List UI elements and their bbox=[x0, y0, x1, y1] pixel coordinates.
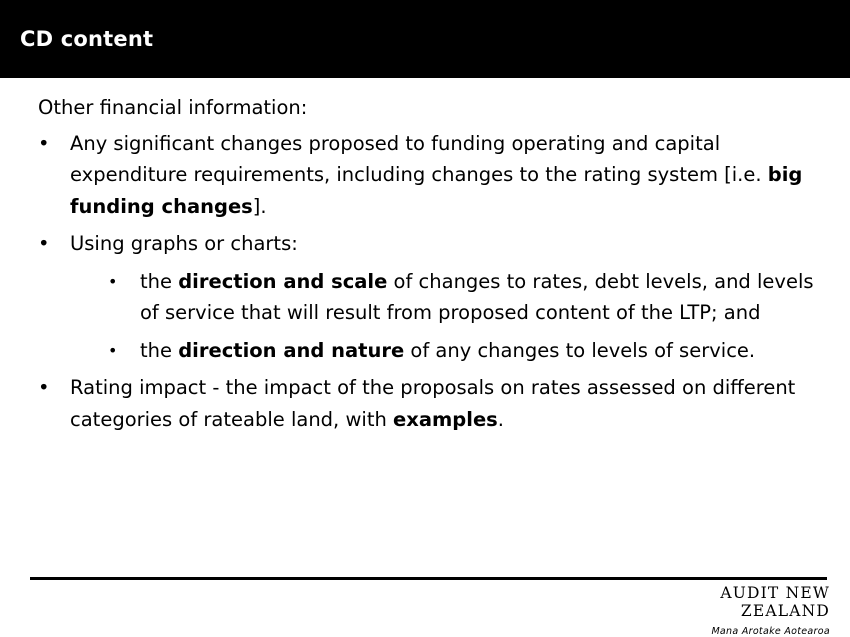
bullet-icon: • bbox=[38, 232, 50, 255]
logo-tagline: Mana Arotake Aotearoa bbox=[711, 626, 830, 637]
sub-list-item bbox=[108, 335, 828, 367]
item-text-end: of changes to rates, debt levels, and levels of service that will result from proposed content of the LTP; and bbox=[140, 269, 814, 324]
list-item bbox=[38, 128, 828, 223]
bullet-icon: • bbox=[38, 131, 50, 155]
logo-wordmark: AUDIT NEW ZEALAND bbox=[720, 584, 830, 620]
item-emphasis: direction and nature bbox=[178, 338, 405, 362]
sub-list-item bbox=[108, 266, 828, 329]
bullet-icon: • bbox=[108, 340, 118, 360]
audit-nz-logo bbox=[660, 584, 830, 637]
item-text: the bbox=[140, 269, 179, 293]
item-text-end: ]. bbox=[252, 194, 267, 218]
item-text: Rating impact - the impact of the proposals on rates assessed on different categories of rateable land, with bbox=[70, 376, 796, 431]
intro-text: Other financial information: bbox=[38, 96, 308, 119]
sub-list bbox=[108, 266, 828, 367]
bullet-icon: • bbox=[38, 376, 50, 399]
item-emphasis: direction and scale bbox=[178, 269, 388, 293]
bullet-icon: • bbox=[108, 271, 118, 291]
slide-body bbox=[38, 92, 828, 441]
list-item bbox=[38, 372, 828, 435]
slide-title: CD content bbox=[20, 27, 154, 51]
item-emphasis: big funding changes bbox=[70, 163, 803, 218]
bullet-list bbox=[38, 128, 828, 436]
item-text: Any significant changes proposed to funding operating and capital expenditure requirements, including changes to the rating system [i.e. bbox=[70, 131, 768, 186]
title-bar bbox=[0, 0, 850, 78]
item-text: the bbox=[140, 338, 179, 362]
item-emphasis: examples bbox=[393, 407, 498, 431]
item-text-end: . bbox=[497, 407, 504, 431]
footer-divider bbox=[30, 577, 827, 580]
list-item bbox=[38, 228, 828, 366]
item-text-end: of any changes to levels of service. bbox=[404, 338, 756, 362]
item-text: Using graphs or charts: bbox=[70, 232, 298, 255]
